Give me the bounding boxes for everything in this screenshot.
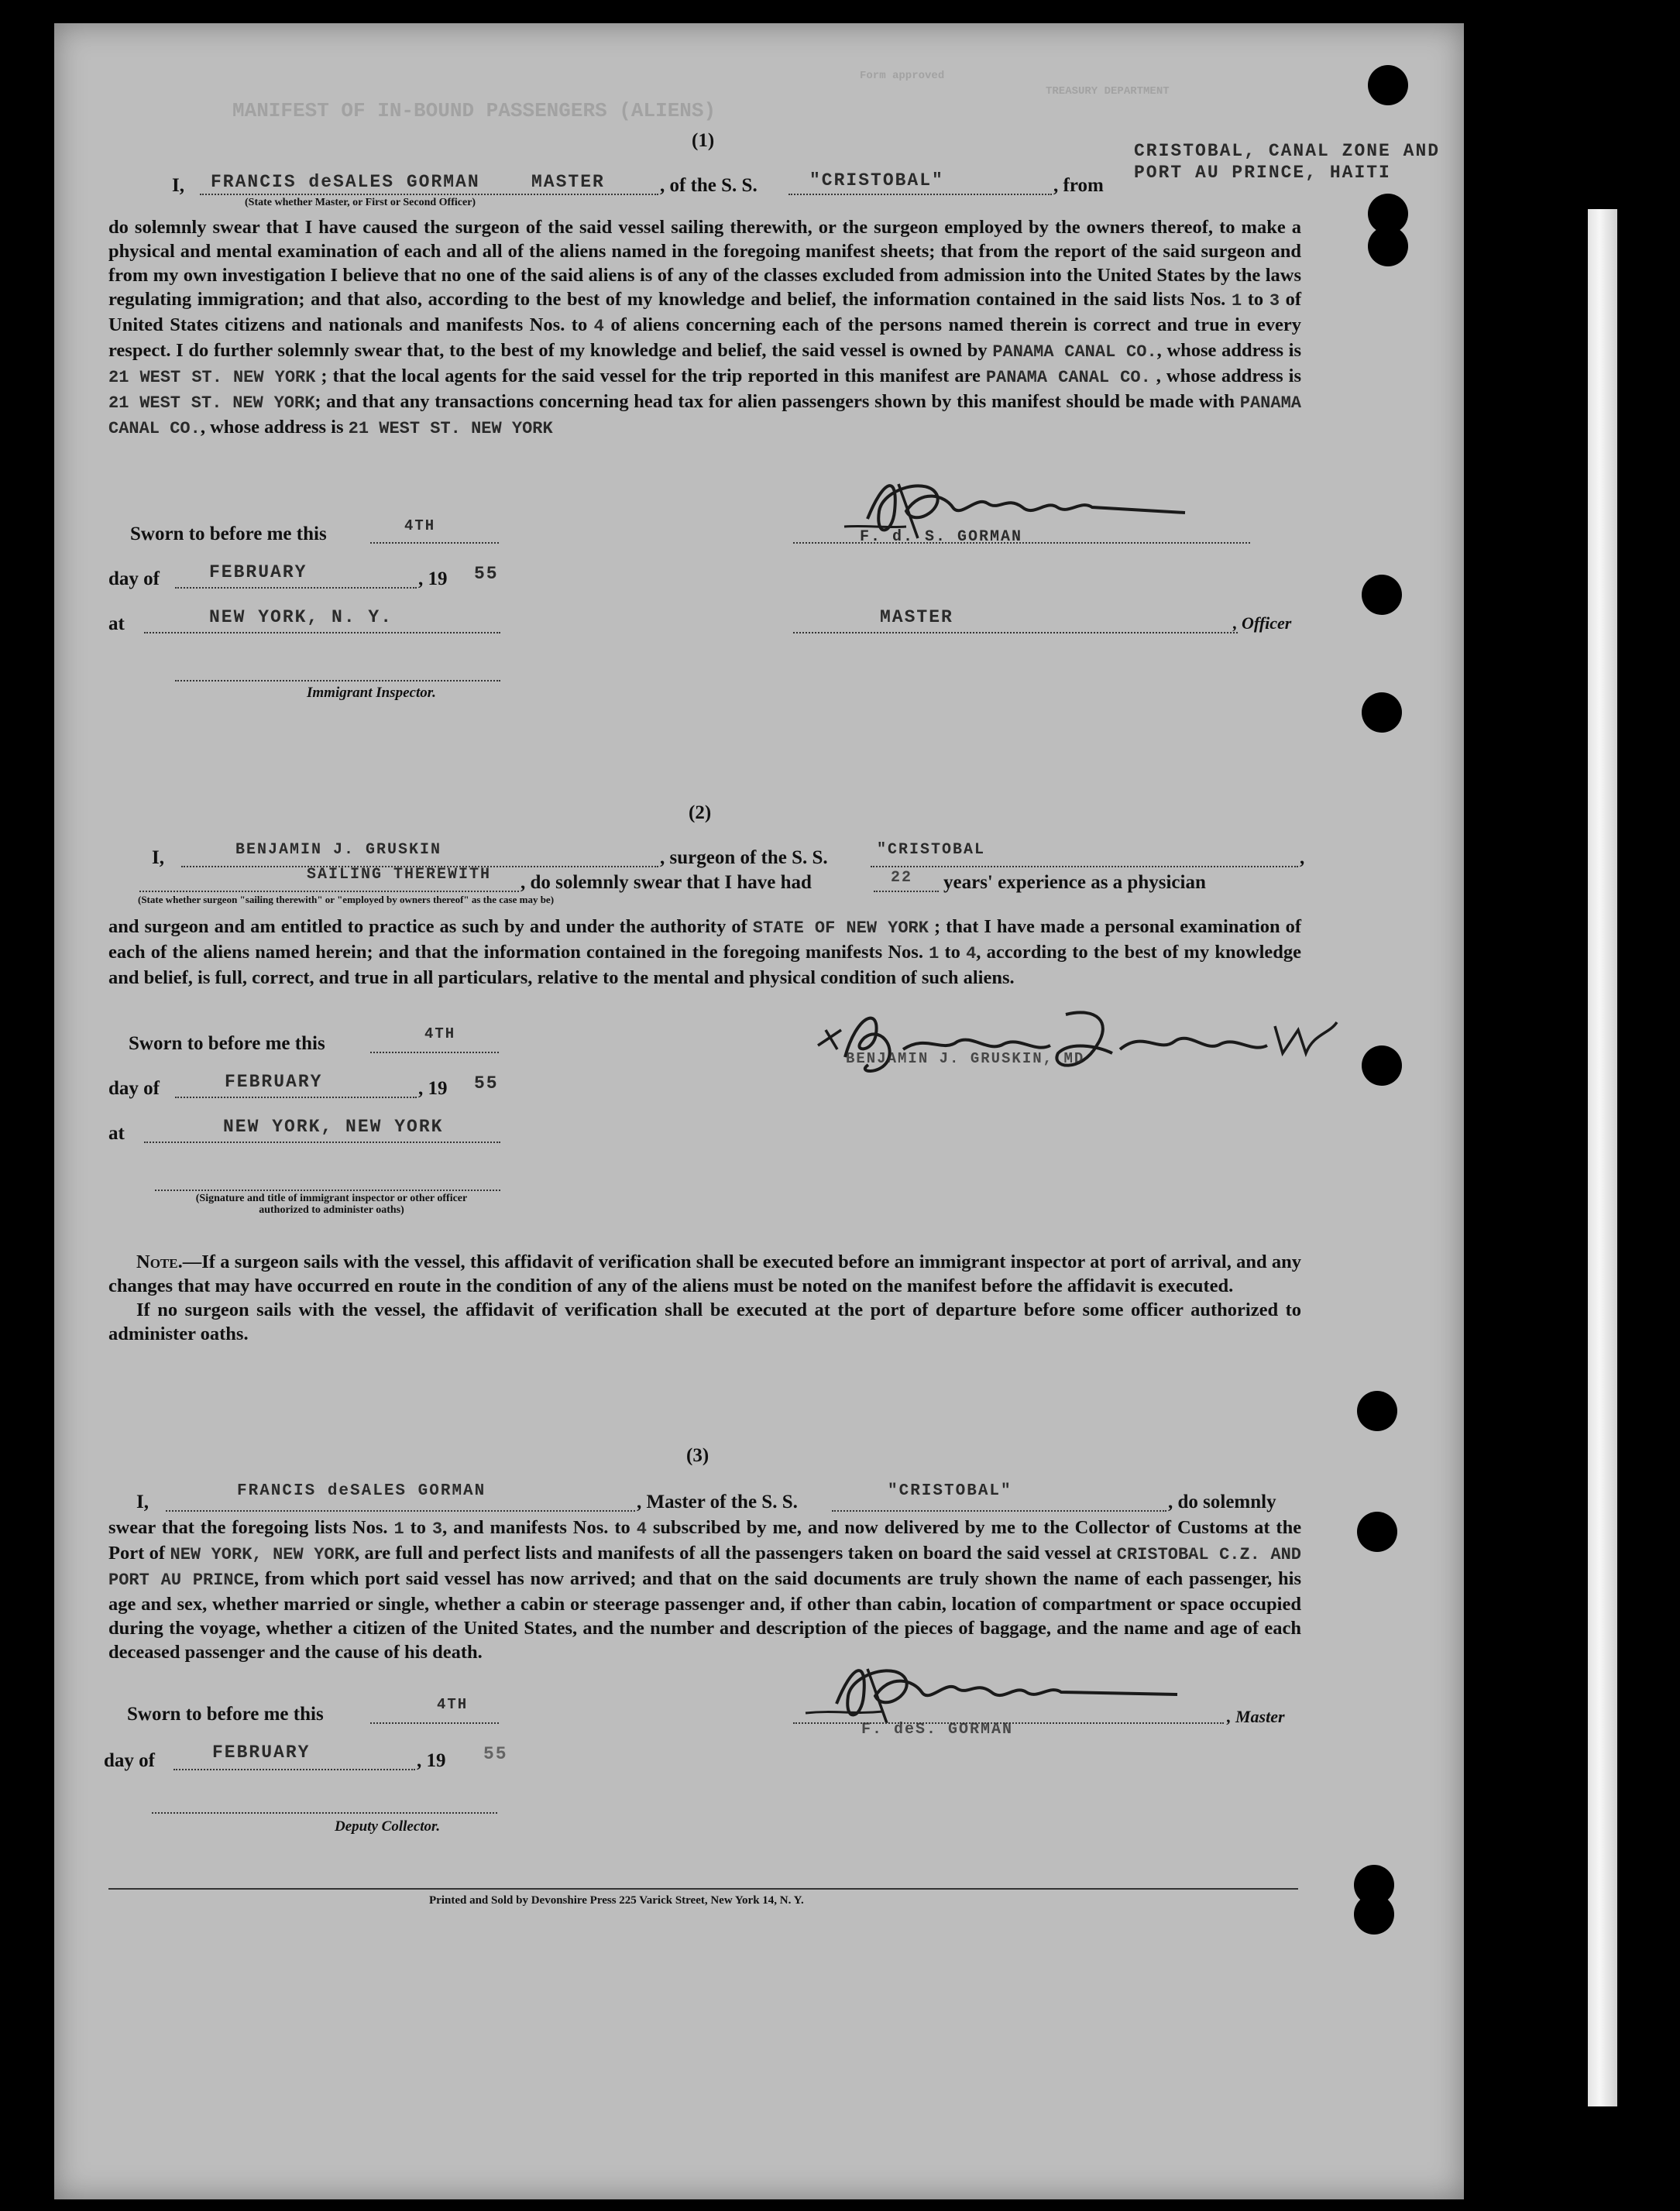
s3-body: swear that the foregoing lists Nos. 1 to 3, and manifests Nos. to 4 subscribed by me, and now delivered by me to the Collector of Customs at the Port of NEW YORK, NEW YORK, are full and perfect lists and manifests of all the passengers taken on board the said vessel at CRISTOBAL C.Z. AND PORT AU PRINCE, from which port said vessel has now arrived; and that on the said documents are truly shown the name of each passenger, his age and sex, whether married or single, whether a cabin or steerage passenger and, if other than cabin, location of compartment or space occupied during the voyage, whether a citizen of the United States, and the number and description of the pieces of baggage, and the name and age of each deceased passenger and the cause of his death. xyxy=(108,1517,1302,1663)
bleed-header-form: Form approved xyxy=(860,70,945,82)
note-block: Note.—If a surgeon sails with the vessel, this affidavit of verification shall be executed before an immigrant inspector at port of arrival, and any changes that may have occurred en route in the condition of any of the aliens must be noted on the manifest before the affidavit is executed. If no surgeon sails with the vessel, the affidavit of verification shall be executed at the port of departure before some officer authorized to administer oaths. xyxy=(108,1251,1301,1344)
s1-sworn-label: Sworn to before me this xyxy=(130,524,327,544)
s3-collector-caption: Deputy Collector. xyxy=(335,1818,441,1835)
s1-sworn-line xyxy=(370,542,499,544)
s3-master-of: , Master of the S. S. xyxy=(637,1492,798,1512)
s2-surgeon-name: BENJAMIN J. GRUSKIN xyxy=(235,841,442,859)
s1-month-line xyxy=(175,587,417,589)
s2-i-label: I, xyxy=(152,847,164,868)
s1-i-label: I, xyxy=(172,175,184,196)
s2-surgeon-signature xyxy=(802,999,1345,1084)
s2-years-line xyxy=(874,891,939,892)
s1-inspector-caption: Immigrant Inspector. xyxy=(307,685,436,701)
s2-inspector-caption: (Signature and title of immigrant inspector or other officer authorized to administer oaths) xyxy=(195,1193,468,1216)
s1-from-line1: CRISTOBAL, CANAL ZONE AND xyxy=(1134,141,1441,161)
s3-vessel: "CRISTOBAL" xyxy=(888,1482,1012,1500)
s2-swear-text: , do solemnly swear that I have had xyxy=(520,872,812,893)
s1-of-ss: , of the S. S. xyxy=(660,175,758,196)
s1-dayof-label: day of xyxy=(108,568,160,589)
s1-year-prefix: , 19 xyxy=(418,568,448,589)
s1-body: do solemnly swear that I have caused the surgeon of the said vessel sailing therewith, or the surgeon employed by the owners thereof, to make a physical and mental examination of each and all of the aliens named in the foregoing manifest sheets; that from the report of the said surgeon and from my own investigation I believe that no one of the said aliens is of any of the classes excluded from admission into the United States by the laws regulating immigration; and that also, according to the best of my knowledge and belief, the information contained in the said lists Nos. 1 to 3 of United States citizens and nationals and manifests Nos. to 4 of aliens concerning each of the persons named therein is correct and true in every respect. I do further solemnly swear that, to the best of my knowledge and belief, the said vessel is owned by PANAMA CANAL CO., whose address is 21 WEST ST. NEW YORK ; that the local agents for the said vessel for the trip reported in this manifest are PANAMA CANAL CO. , whose address is 21 WEST ST. NEW YORK; and that any transactions concerning head tax for alien passengers shown by this manifest should be made with PANAMA CANAL CO., whose address is 21 WEST ST. NEW YORK xyxy=(108,217,1302,438)
s1-rank-note: (State whether Master, or First or Second Officer) xyxy=(245,197,476,208)
s1-master-rank: MASTER xyxy=(531,172,605,192)
punch-hole xyxy=(1362,692,1402,733)
s2-sailing-line xyxy=(139,891,519,892)
punch-hole xyxy=(1354,1894,1394,1935)
s3-vessel-line xyxy=(832,1510,1166,1512)
s1-inspector-line xyxy=(175,680,500,681)
s2-sailing: SAILING THEREWITH xyxy=(307,866,492,884)
punch-hole xyxy=(1368,65,1408,105)
s1-vessel: "CRISTOBAL" xyxy=(809,170,944,191)
s3-master-caption: , Master xyxy=(1227,1707,1285,1726)
s2-dayof-label: day of xyxy=(108,1078,160,1099)
s3-month: FEBRUARY xyxy=(212,1742,311,1763)
s2-month-line xyxy=(175,1097,417,1098)
s1-officer-line xyxy=(793,632,1238,633)
s2-inspector-line xyxy=(155,1190,500,1191)
s1-from-line2: PORT AU PRINCE, HAITI xyxy=(1134,163,1391,183)
s2-years-text: years' experience as a physician xyxy=(943,872,1206,893)
s3-year-prefix: , 19 xyxy=(417,1750,446,1771)
s2-body: and surgeon and am entitled to practice as such by and under the authority of STATE OF NEW YORK ; that I have made a personal examination of each of the aliens named herein; and that the information contained in the foregoing manifests Nos. 1 to 4, according to the best of my knowledge and belief, is full, correct, and true in all particulars, relative to the mental and physical condition of such aliens. xyxy=(108,916,1302,988)
s3-signer-typed: F. deS. GORMAN xyxy=(861,1721,1014,1739)
s2-place: NEW YORK, NEW YORK xyxy=(223,1117,444,1137)
s1-sworn-day: 4TH xyxy=(404,517,436,534)
s2-year-suffix: 55 xyxy=(474,1073,499,1093)
s3-i-label: I, xyxy=(136,1492,149,1512)
s1-place: NEW YORK, N. Y. xyxy=(209,607,393,627)
s3-sworn-day: 4TH xyxy=(437,1696,469,1713)
s2-month: FEBRUARY xyxy=(225,1072,323,1092)
section-3-number: (3) xyxy=(686,1445,709,1466)
s1-vessel-line xyxy=(788,194,1052,195)
punch-hole xyxy=(1357,1512,1397,1552)
s3-master-name: FRANCIS deSALES GORMAN xyxy=(237,1482,486,1500)
bleed-header-dept: TREASURY DEPARTMENT xyxy=(1046,85,1170,98)
punch-hole xyxy=(1368,226,1408,266)
s3-dayof-label: day of xyxy=(104,1750,155,1771)
s2-vessel-line xyxy=(871,866,1298,867)
note-label: Note. xyxy=(136,1251,183,1272)
s2-years: 22 xyxy=(891,869,913,887)
s3-year-suffix: 55 xyxy=(483,1744,508,1764)
punch-hole xyxy=(1362,1045,1402,1086)
s2-at-label: at xyxy=(108,1123,125,1144)
s1-at-label: at xyxy=(108,613,125,634)
footer-printer: Printed and Sold by Devonshire Press 225 Varick Street, New York 14, N. Y. xyxy=(429,1894,804,1907)
s3-collector-line xyxy=(152,1812,497,1814)
section-1-number: (1) xyxy=(692,130,715,151)
s2-signer-typed: BENJAMIN J. GRUSKIN, MD xyxy=(846,1050,1085,1067)
s1-officer-title: MASTER xyxy=(880,607,953,627)
s2-sworn-line xyxy=(370,1052,499,1053)
s1-place-line xyxy=(144,632,500,633)
s1-year-suffix: 55 xyxy=(474,564,499,584)
paper-edge-strip xyxy=(1588,209,1617,2106)
bleed-header: MANIFEST OF IN-BOUND PASSENGERS (ALIENS) xyxy=(232,99,716,122)
punch-hole xyxy=(1362,575,1402,615)
s3-sworn-label: Sworn to before me this xyxy=(127,1704,324,1725)
s1-master-name: FRANCIS deSALES GORMAN xyxy=(211,172,480,192)
s1-month: FEBRUARY xyxy=(209,562,307,582)
s2-sworn-day: 4TH xyxy=(424,1025,456,1042)
s3-master-line xyxy=(166,1510,635,1512)
s1-master-line xyxy=(200,194,658,195)
s3-sworn-line xyxy=(370,1722,499,1724)
s2-place-line xyxy=(144,1142,500,1143)
s3-month-line xyxy=(173,1769,415,1770)
s1-from-label: , from xyxy=(1053,175,1104,196)
footer-rule xyxy=(108,1888,1298,1890)
s3-solemnly: , do solemnly xyxy=(1168,1492,1276,1512)
s2-vessel: "CRISTOBAL xyxy=(877,841,986,859)
s1-officer-caption: , Officer xyxy=(1233,613,1292,633)
s2-year-prefix: , 19 xyxy=(418,1078,448,1099)
punch-hole xyxy=(1357,1391,1397,1431)
s2-surgeon-of: , surgeon of the S. S. xyxy=(660,847,828,868)
s1-signer-typed: F. d. S. GORMAN xyxy=(860,528,1023,546)
s2-sworn-label: Sworn to before me this xyxy=(129,1033,325,1054)
section-2-number: (2) xyxy=(689,802,712,823)
s2-comma: , xyxy=(1300,847,1305,868)
s2-sailing-note: (State whether surgeon "sailing therewith" or "employed by owners thereof" as the case may be) xyxy=(138,894,555,905)
